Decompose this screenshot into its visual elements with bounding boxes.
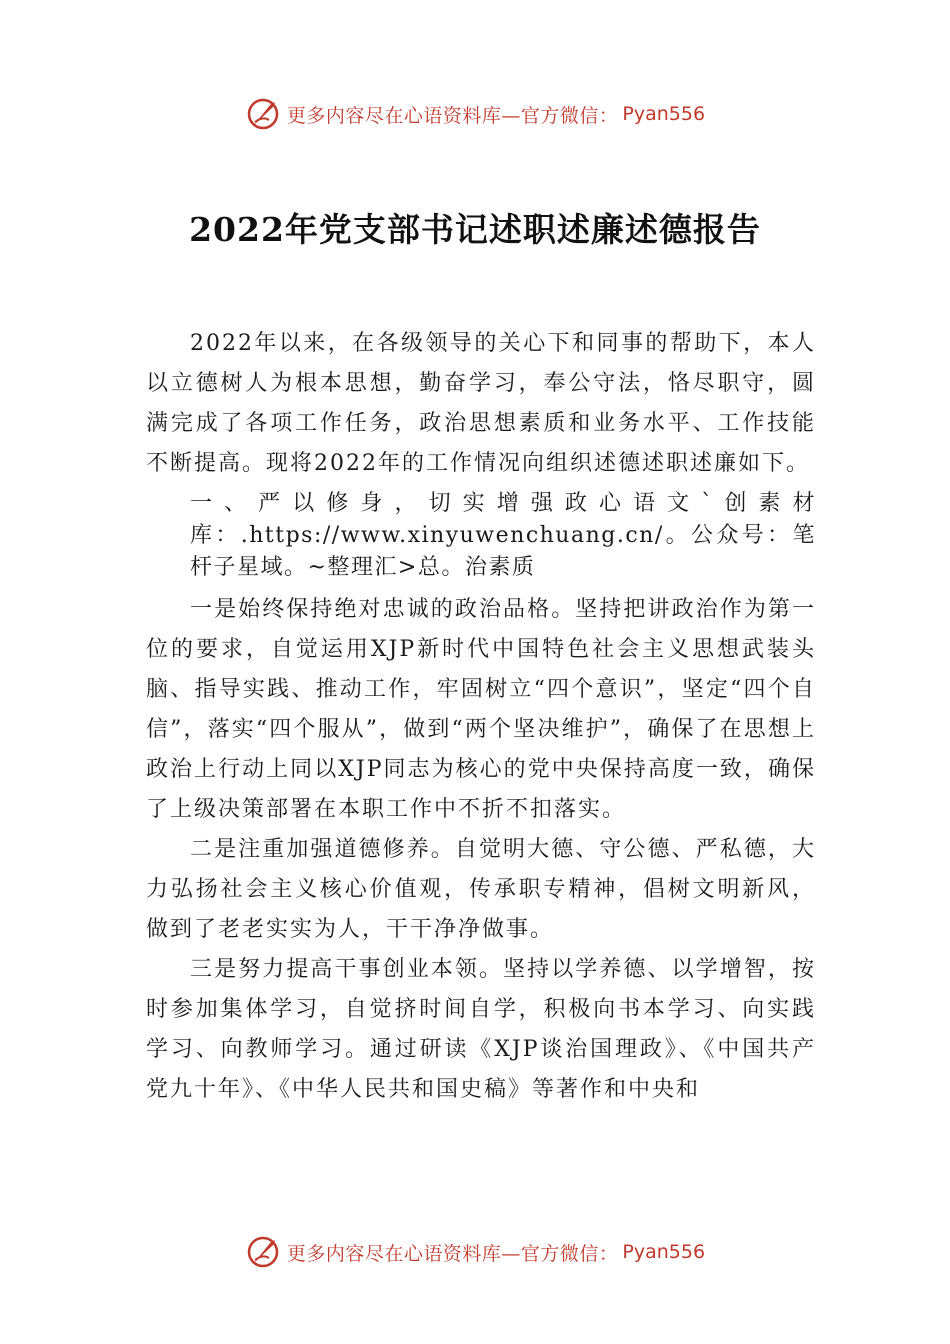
banner-text: 更多内容尽在心语资料库—官方微信： xyxy=(286,1242,619,1265)
wechat-id: Pyan556 xyxy=(622,103,706,125)
document-title: 2022年党支部书记述职述廉述德报告 xyxy=(189,210,761,249)
quill-logo-icon xyxy=(245,96,281,132)
paragraph-moral: 二是注重加强道德修养。自觉明大德、守公德、严私德，大力弘扬社会主义核心价值观，传承职专精神，倡树文明新风，做到了老老实实为人，干干净净做事。 xyxy=(146,837,816,942)
quill-logo-icon xyxy=(245,1234,281,1270)
paragraph-political: 一是始终保持绝对忠诚的政治品格。坚持把讲政治作为第一位的要求，自觉运用XJP新时代中国特色社会主义思想武装头脑、指导实践、推动工作，牢固树立“四个意识”，坚定“四个自信”，落实“四个服从”，做到“两个坚决维护”，确保了在思想上政治上行动上同以XJP同志为核心的党中央保持高度一致，确保了上级决策部署在本职工作中不折不扣落实。 xyxy=(146,597,816,822)
paragraph-ability: 三是努力提高干事创业本领。坚持以学养德、以学增智，按时参加集体学习，自觉挤时间自学，积极向书本学习、向实践学习、向教师学习。通过研读《XJP谈治国理政》、《中国共产党九十年》、《中华人民共和国史稿》等著作和中央和 xyxy=(146,957,816,1102)
section-heading: 一、严以修身，切实增强政心语文`创素材库：.https://www.xinyuwenchuang.cn/。公众号：笔杆子星域。~整理汇>总。治素质 xyxy=(190,491,816,580)
banner-text: 更多内容尽在心语资料库—官方微信： xyxy=(286,104,619,127)
header-banner xyxy=(0,94,950,134)
footer-banner xyxy=(0,1232,950,1272)
wechat-id: Pyan556 xyxy=(622,1241,706,1263)
document-body xyxy=(146,324,816,1110)
paragraph-intro: 2022年以来，在各级领导的关心下和同事的帮助下，本人以立德树人为根本思想，勤奋学习，奉公守法，恪尽职守，圆满完成了各项工作任务，政治思想素质和业务水平、工作技能不断提高。现将2022年的工作情况向组织述德述职述廉如下。 xyxy=(146,331,816,476)
